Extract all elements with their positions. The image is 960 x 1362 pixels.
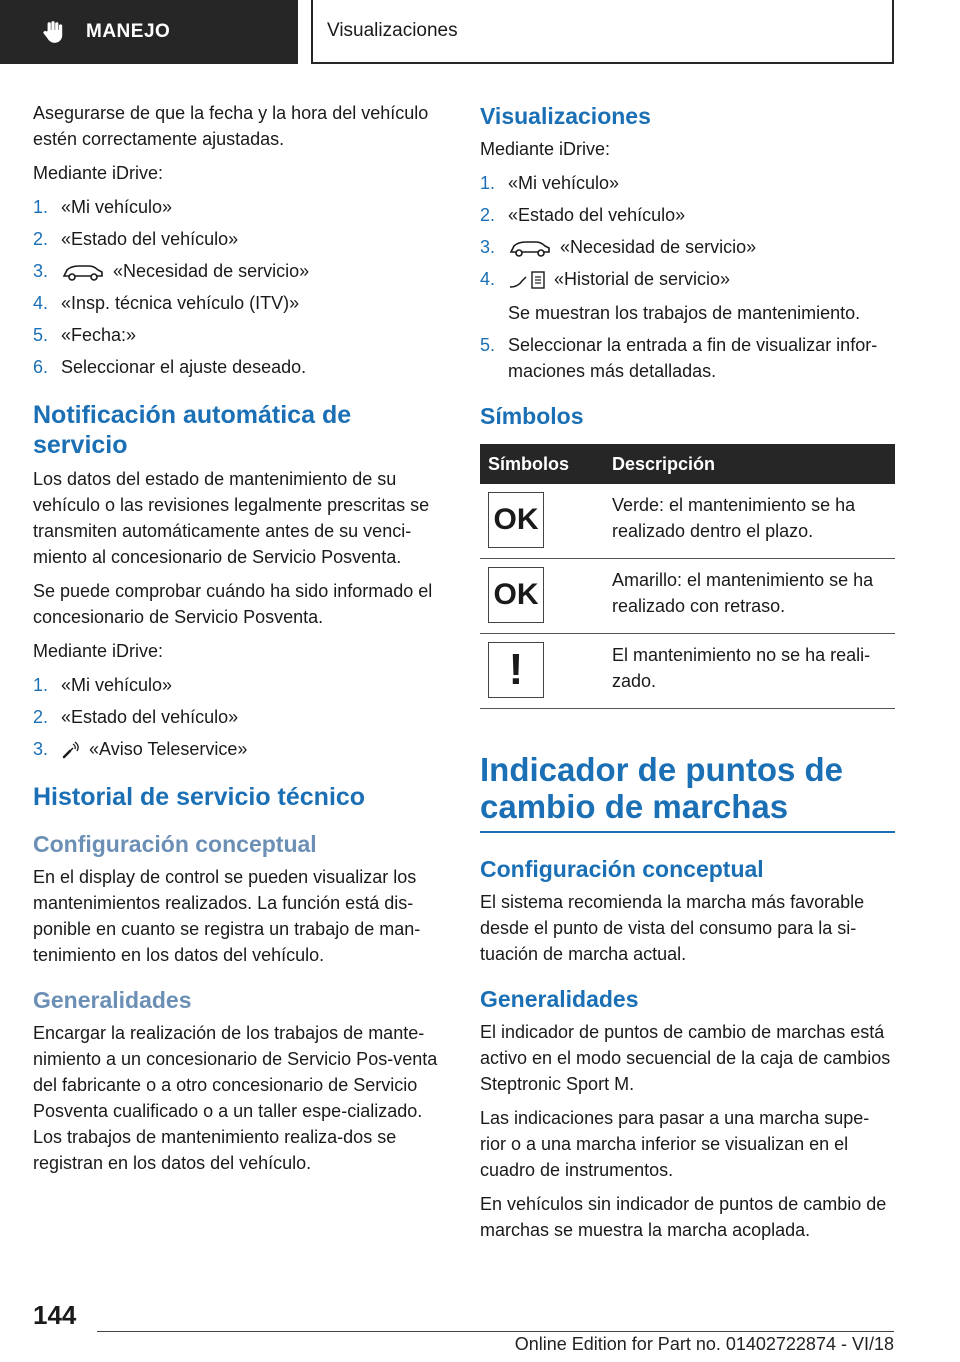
exclamation-icon: ! [488, 642, 544, 698]
row-description: El mantenimiento no se ha reali-zado. [604, 634, 895, 709]
list-item: 5. Seleccionar la entrada a fin de visualizar infor-maciones más detalladas. [480, 335, 878, 381]
heading-gear-shift-indicator: Indicador de puntos de cambio de marchas [480, 751, 895, 833]
column-header-symbol: Símbolos [480, 444, 604, 484]
header-chapter-tab [311, 0, 894, 64]
list-item: 3. «Necesidad de servicio» [480, 237, 757, 257]
list-item: 4. «Historial de servicio» Se muestran los trabajos de mantenimiento. [480, 266, 895, 326]
heading-general: Generalidades [480, 986, 639, 1012]
header-section-tab [0, 0, 298, 64]
step-sub-text: Se muestran los trabajos de mantenimiento. [508, 303, 861, 323]
list-item: 2. «Estado del vehículo» [33, 707, 239, 727]
heading-displays: Visualizaciones [480, 103, 651, 129]
car-service-icon [61, 262, 105, 282]
footer-edition: Online Edition for Part no. 01402722874 - VI/18 [514, 1334, 894, 1354]
right-column [480, 100, 895, 1251]
section-title: MANEJO [86, 21, 171, 42]
list-item: 3. «Aviso Teleservice» [33, 739, 248, 759]
page-number: 144 [33, 1300, 77, 1330]
list-item: 1. «Mi vehículo» [33, 197, 173, 217]
row-description: Verde: el mantenimiento se ha realizado dentro el plazo. [604, 484, 895, 559]
heading-auto-notification: Notificación automática de servicio [33, 401, 352, 459]
heading-concept: Configuración conceptual [33, 831, 317, 857]
footer-divider [97, 1331, 894, 1332]
list-item: 4. «Insp. técnica vehículo (ITV)» [33, 293, 300, 313]
list-item: 5. «Fecha:» [33, 325, 137, 345]
notif-paragraph-2: Se puede comprobar cuándo ha sido informado el concesionario de Servicio Posventa. [33, 581, 433, 627]
heading-concept: Configuración conceptual [480, 856, 764, 882]
idrive-label: Mediante iDrive: [33, 163, 164, 183]
chapter-title: Visualizaciones [327, 20, 458, 41]
list-item: 1. «Mi vehículo» [33, 675, 173, 695]
concept-paragraph: En el display de control se pueden visualizar los mantenimientos realizados. La función está dis-ponible en cuanto se registra un trabajo de man-tenimiento en los datos del vehículo. [33, 867, 421, 965]
heading-general: Generalidades [33, 987, 192, 1013]
general-paragraph-1: El indicador de puntos de cambio de marchas está activo en el modo secuencial de la caja de cambios Steptronic Sport M. [480, 1022, 891, 1094]
list-item: 2. «Estado del vehículo» [480, 205, 686, 225]
symbols-table [480, 444, 895, 709]
heading-service-history: Historial de servicio técnico [33, 783, 366, 811]
column-header-description: Descripción [604, 444, 895, 484]
steps-list-date [33, 194, 451, 380]
general-paragraph: Encargar la realización de los trabajos de mante-nimiento a un concesionario de Servicio Pos-venta del fabricante o a otro concesionario de Servicio Posventa cualificado o a un taller espe-cializado. Los trabajos de mantenimiento realiza-dos se registran en los datos del vehículo. [33, 1023, 438, 1173]
car-service-icon [508, 238, 552, 258]
list-item: 6. Seleccionar el ajuste deseado. [33, 357, 307, 377]
concept-paragraph: El sistema recomienda la marcha más favorable desde el punto de vista del consumo para la si-tuación de marcha actual. [480, 892, 865, 964]
general-paragraph-3: En vehículos sin indicador de puntos de cambio de marchas se muestra la marcha acoplada. [480, 1194, 887, 1240]
idrive-label: Mediante iDrive: [33, 641, 164, 661]
general-paragraph-2: Las indicaciones para pasar a una marcha supe-rior o a una marcha inferior se visualizan en el cuadro de instrumentos. [480, 1108, 870, 1180]
service-history-icon [508, 269, 546, 291]
steps-list-teleservice [33, 672, 451, 762]
steps-list-history [480, 170, 895, 384]
intro-paragraph: Asegurarse de que la fecha y la hora del vehículo estén correctamente ajustadas. [33, 103, 429, 149]
left-column [33, 100, 451, 1184]
ok-green-icon: OK [488, 492, 544, 548]
idrive-label: Mediante iDrive: [480, 139, 611, 159]
heading-symbols: Símbolos [480, 403, 584, 429]
teleservice-icon [61, 740, 81, 760]
list-item: 1. «Mi vehículo» [480, 173, 620, 193]
table-row [480, 559, 895, 634]
table-header-row [480, 444, 895, 484]
table-row [480, 634, 895, 709]
table-row [480, 484, 895, 559]
row-description: Amarillo: el mantenimiento se ha realizado con retraso. [604, 559, 895, 634]
list-item: 3. «Necesidad de servicio» [33, 261, 310, 281]
ok-yellow-icon: OK [488, 567, 544, 623]
hand-icon [40, 19, 66, 45]
notif-paragraph-1: Los datos del estado de mantenimiento de su vehículo o las revisiones legalmente prescritas se transmiten automáticamente antes de su venci-miento al concesionario de Servicio Posventa. [33, 469, 430, 567]
list-item: 2. «Estado del vehículo» [33, 229, 239, 249]
